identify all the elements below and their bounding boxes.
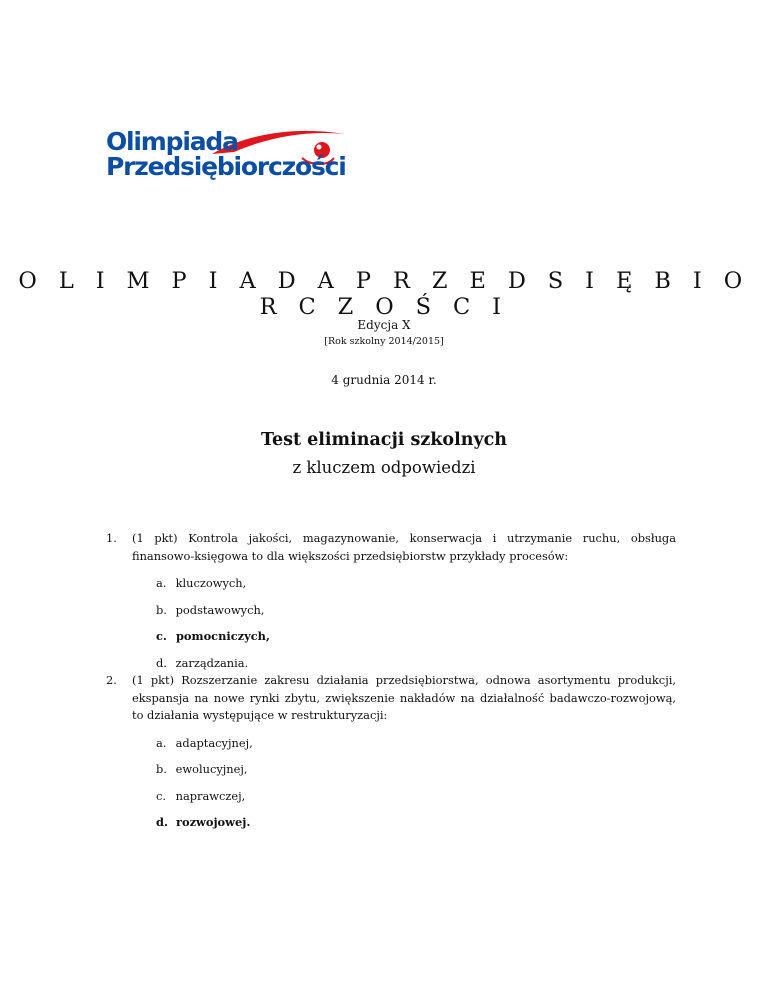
answer-option	[156, 602, 676, 629]
date-label: 4 grudnia 2014 r.	[331, 373, 437, 387]
answer-options	[156, 735, 676, 841]
school-year-label: [Rok szkolny 2014/2015]	[324, 336, 444, 347]
option-text: rozwojowej.	[175, 815, 251, 830]
option-letter: b.	[156, 762, 167, 777]
option-text: adaptacyjnej,	[175, 735, 253, 750]
option-letter: a.	[156, 735, 167, 750]
question-number: 1.	[106, 531, 117, 545]
option-letter: d.	[156, 655, 167, 670]
answer-option	[156, 735, 676, 762]
option-text: pomocniczych,	[175, 629, 270, 644]
question-1	[106, 530, 676, 681]
answer-option	[156, 575, 676, 602]
option-letter: d.	[156, 815, 168, 830]
question-text: (1 pkt) Rozszerzanie zakresu działania przedsiębiorstwa, odnowa asortymentu produkcji, ekspansja na nowe rynki zbytu, zwiększenie nakładów na działalność badawczo-rozwojową, to działania występujące w restrukturyzacji:	[132, 673, 676, 723]
logo-text-line1: Olimpiada	[106, 127, 238, 156]
question-2	[106, 672, 676, 841]
option-letter: c.	[156, 788, 167, 803]
logo-text-line2: Przedsiębiorczości	[106, 152, 346, 181]
answer-option-correct	[156, 814, 676, 841]
option-text: zarządzania.	[175, 655, 249, 670]
answer-options	[156, 575, 676, 681]
option-text: podstawowych,	[175, 602, 265, 617]
option-text: kluczowych,	[175, 576, 247, 591]
answer-option-correct	[156, 628, 676, 655]
option-letter: b.	[156, 602, 167, 617]
option-letter: a.	[156, 576, 167, 591]
question-number: 2.	[106, 673, 117, 687]
test-subtitle: z kluczem odpowiedzi	[292, 458, 476, 477]
option-letter: c.	[156, 629, 167, 644]
document-title: O L I M P I A D A P R Z E D S I Ę B I O R C Z O Ś C I	[18, 268, 750, 320]
answer-option	[156, 761, 676, 788]
edition-label: Edycja X	[357, 318, 411, 332]
olimpiada-logo	[106, 128, 346, 186]
option-text: naprawczej,	[175, 788, 246, 803]
answer-option	[156, 788, 676, 815]
test-title: Test eliminacji szkolnych	[260, 430, 508, 450]
question-text: (1 pkt) Kontrola jakości, magazynowanie, konserwacja i utrzymanie ruchu, obsługa finansowo-księgowa to dla większości przedsiębiorstw przykłady procesów:	[132, 531, 676, 563]
option-text: ewolucyjnej,	[175, 762, 248, 777]
